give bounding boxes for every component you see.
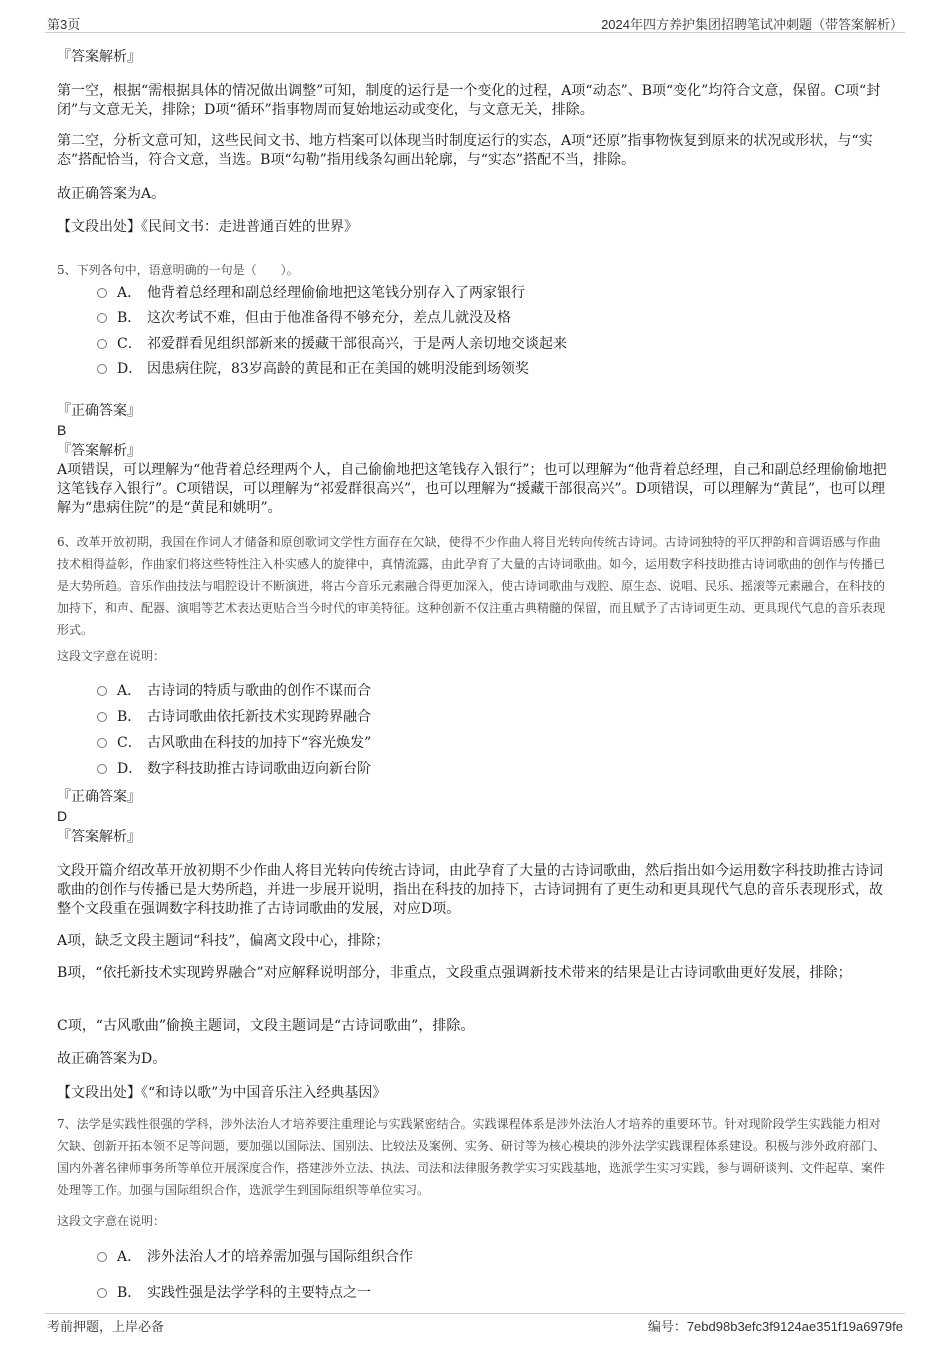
radio-icon[interactable] — [97, 712, 107, 722]
option-text: 这次考试不难，但由于他准备得不够充分，差点儿就没及格 — [147, 310, 511, 326]
q5-option-d[interactable] — [97, 360, 529, 378]
radio-icon[interactable] — [97, 686, 107, 696]
q5-option-b[interactable] — [97, 309, 511, 327]
q7-option-b[interactable] — [97, 1284, 371, 1302]
q7-prompt: 这段文字意在说明： — [57, 1214, 166, 1228]
option-text: 实践性强是法学学科的主要特点之一 — [147, 1285, 371, 1301]
q5-option-a[interactable] — [97, 284, 525, 302]
q7-option-a[interactable] — [97, 1248, 413, 1266]
option-text: 他背着总经理和副总经理偷偷地把这笔钱分别存入了两家银行 — [147, 285, 525, 301]
option-key: A． — [117, 285, 142, 301]
option-key: B． — [117, 1285, 142, 1301]
radio-icon[interactable] — [97, 339, 107, 349]
q4-source: 【文段出处】《民间文书：走进普通百姓的世界》 — [57, 219, 358, 235]
q6-correct-answer: D — [57, 808, 68, 824]
radio-icon[interactable] — [97, 1252, 107, 1262]
q6-option-c[interactable] — [97, 734, 371, 752]
q6-analysis-p4: C项，“古风歌曲”偷换主题词，文段主题词是“古诗词歌曲”，排除。 — [57, 1018, 475, 1034]
q4-analysis-heading: 『答案解析』 — [57, 49, 141, 65]
q5-option-c[interactable] — [97, 335, 567, 353]
q4-conclusion: 故正确答案为A。 — [57, 186, 166, 202]
page-footer — [45, 1313, 905, 1334]
page-header — [45, 12, 905, 33]
q6-analysis-heading: 『答案解析』 — [57, 829, 141, 845]
q6-analysis-p2: A项，缺乏文段主题词“科技”，偏离文段中心，排除； — [57, 933, 390, 949]
option-key: D． — [117, 761, 143, 777]
option-key: B． — [117, 310, 142, 326]
option-key: D． — [117, 361, 143, 377]
option-text: 涉外法治人才的培养需加强与国际组织合作 — [147, 1249, 413, 1265]
q6-source: 【文段出处】《“和诗以歌”为中国音乐注入经典基因》 — [57, 1085, 387, 1101]
option-text: 数字科技助推古诗词歌曲迈向新台阶 — [147, 761, 371, 777]
radio-icon[interactable] — [97, 288, 107, 298]
document-title: 2024年四方养护集团招聘笔试冲刺题（带答案解析） — [601, 17, 903, 32]
option-key: C． — [117, 336, 142, 352]
q6-stem: 6、改革开放初期，我国在作词人才储备和原创歌词文学性方面存在欠缺，使得不少作曲人将目光转向传统古诗词。古诗词独特的平仄押韵和音调语感与作曲技术相得益彰，作曲家们将这些特性注入朴实感人的旋律中，真情流露，由此孕育了大量的古诗词歌曲。如今，运用数字科技助推古诗词歌曲的创作与传播已是大势所趋。音乐作曲技法与唱腔设计不断演进，将古今音乐元素融合得更加深入，使古诗词歌曲与戏腔、原生态、说唱、民乐、摇滚等元素融合，在科技的加持下，和声、配器、演唱等艺术表达更贴合当今时代的审美特征。这种创新不仅注重古典精髓的保留，而且赋予了古诗词更生动、更具现代气息的音乐表现形式。 — [57, 535, 886, 637]
option-text: 古诗词的特质与歌曲的创作不谋而合 — [147, 683, 371, 699]
q6-option-a[interactable] — [97, 682, 371, 700]
q6-analysis-p3: B项，“依托新技术实现跨界融合”对应解释说明部分，非重点，文段重点强调新技术带来的结果是让古诗词歌曲更好发展，排除； — [57, 965, 852, 981]
q6-conclusion: 故正确答案为D。 — [57, 1051, 167, 1067]
q4-analysis-p2: 第二空，分析文意可知，这些民间文书、地方档案可以体现当时制度运行的实态，A项“还原”指事物恢复到原来的状况或形状，与“实态”搭配恰当，符合文意，当选。B项“勾勒”指用线条勾画出轮廓，与“实态”搭配不当，排除。 — [57, 133, 873, 168]
q6-prompt: 这段文字意在说明： — [57, 649, 166, 663]
q5-correct-heading: 『正确答案』 — [57, 403, 141, 419]
q5-analysis-heading: 『答案解析』 — [57, 443, 141, 459]
radio-icon[interactable] — [97, 364, 107, 374]
q5-stem: 5、下列各句中，语意明确的一句是（ ）。 — [57, 263, 299, 277]
option-text: 古诗词歌曲依托新技术实现跨界融合 — [147, 709, 371, 725]
page-number: 第3页 — [47, 17, 81, 32]
q6-option-d[interactable] — [97, 760, 371, 778]
radio-icon[interactable] — [97, 764, 107, 774]
footer-slogan: 考前押题，上岸必备 — [47, 1319, 165, 1334]
q7-stem: 7、法学是实践性很强的学科，涉外法治人才培养要注重理论与实践紧密结合。实践课程体系是涉外法治人才培养的重要环节。针对现阶段学生实践能力相对欠缺、创新开拓本领不足等问题，要加强以国际法、国别法、比较法及案例、实务、研讨等为核心模块的涉外法学实践课程体系建设。积极与涉外政府部门、国内外著名律师事务所等单位开展深度合作，搭建涉外立法、执法、司法和法律服务教学实习实践基地，选派学生实习实践，参与调研谈判、文件起草、案件处理等工作。加强与国际组织合作，选派学生到国际组织等单位实习。 — [57, 1117, 886, 1197]
radio-icon[interactable] — [97, 738, 107, 748]
option-key: B． — [117, 709, 142, 725]
q5-correct-answer: B — [57, 422, 67, 438]
q6-option-b[interactable] — [97, 708, 371, 726]
option-text: 因患病住院，83岁高龄的黄昆和正在美国的姚明没能到场领奖 — [147, 361, 529, 377]
q6-analysis-p1: 文段开篇介绍改革开放初期不少作曲人将目光转向传统古诗词，由此孕育了大量的古诗词歌曲，然后指出如今运用数字科技助推古诗词歌曲的创作与传播已是大势所趋，并进一步展开说明，指出在科技的加持下，古诗词拥有了更生动和更具现代气息的音乐表现形式，故整个文段重在强调数字科技助推了古诗词歌曲的发展，对应D项。 — [57, 863, 883, 917]
option-text: 祁爱群看见组织部新来的援藏干部很高兴，于是两人亲切地交谈起来 — [147, 336, 567, 352]
option-text: 古风歌曲在科技的加持下“容光焕发” — [147, 735, 372, 751]
radio-icon[interactable] — [97, 313, 107, 323]
document-id: 编号：7ebd98b3efc3f9124ae351f19a6979fe — [647, 1319, 903, 1334]
option-key: C． — [117, 735, 142, 751]
option-key: A． — [117, 1249, 142, 1265]
radio-icon[interactable] — [97, 1288, 107, 1298]
option-key: A． — [117, 683, 142, 699]
q5-analysis: A项错误，可以理解为“他背着总经理两个人，自己偷偷地把这笔钱存入银行”；也可以理解为“他背着总经理，自己和副总经理偷偷地把这笔钱存入银行”。C项错误，可以理解为“祁爱群很高兴”，也可以理解为“援藏干部很高兴”。D项错误，可以理解为“黄昆”，也可以理解为“患病住院”的是“黄昆和姚明”。 — [57, 462, 887, 516]
q4-analysis-p1: 第一空，根据“需根据具体的情况做出调整”可知，制度的运行是一个变化的过程，A项“动态”、B项“变化”均符合文意，保留。C项“封闭”与文意无关，排除；D项“循环”指事物周而复始地运动或变化，与文意无关，排除。 — [57, 83, 881, 118]
q6-correct-heading: 『正确答案』 — [57, 789, 141, 805]
